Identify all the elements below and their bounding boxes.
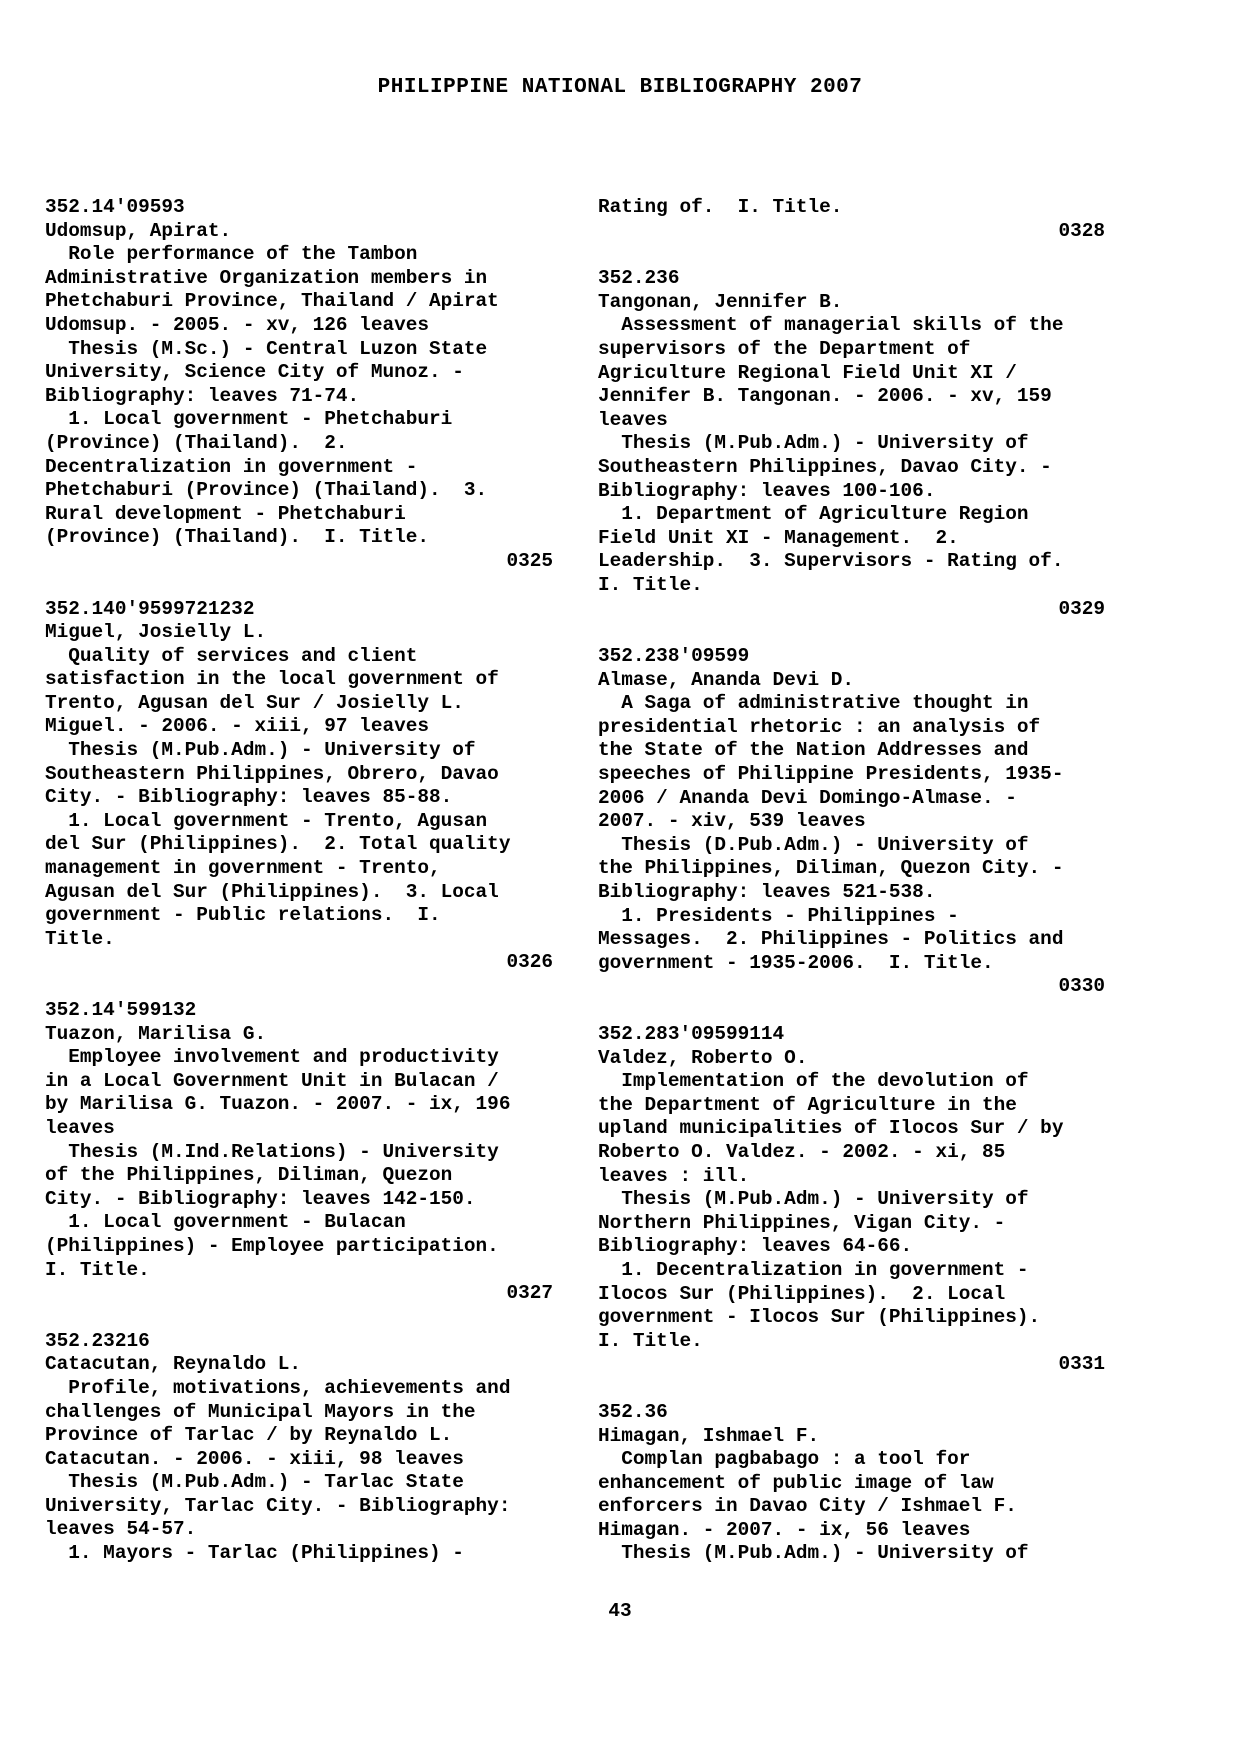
bibliography-entry [598, 1401, 1105, 1566]
entry-line: (Province) (Thailand). 2. [45, 431, 348, 454]
entry-line: 1. Local government - Bulacan [45, 1211, 406, 1234]
entry-line: Southeastern Philippines, Obrero, Davao [45, 762, 499, 785]
entry-line: Leadership. 3. Supervisors - Rating of. [598, 550, 1064, 573]
entry-line: 2007. - xiv, 539 leaves [598, 810, 866, 833]
entry-line: the State of the Nation Addresses and [598, 739, 1029, 762]
entry-line: Thesis (M.Pub.Adm.) - Tarlac State [45, 1471, 464, 1494]
entry-line: in a Local Government Unit in Bulacan / [45, 1069, 499, 1092]
entry-line: 352.140'9599721232 [45, 597, 255, 620]
entry-line: Agusan del Sur (Philippines). 3. Local [45, 880, 499, 903]
entry-line: Thesis (D.Pub.Adm.) - University of [598, 833, 1029, 856]
entry-line: Thesis (M.Pub.Adm.) - University of [45, 739, 476, 762]
entry-line: Tangonan, Jennifer B. [598, 290, 843, 313]
entry-line: 1. Decentralization in government - [598, 1258, 1029, 1281]
entry-line: Thesis (M.Pub.Adm.) - University of [598, 432, 1029, 455]
bibliography-entry [598, 1023, 1105, 1377]
entry-line: Thesis (M.Pub.Adm.) - University of [598, 1542, 1029, 1565]
entry-line: leaves 54-57. [45, 1518, 197, 1541]
entry-line: management in government - Trento, [45, 857, 441, 880]
entry-line: 1. Mayors - Tarlac (Philippines) - [45, 1542, 464, 1565]
entry-line: Roberto O. Valdez. - 2002. - xi, 85 [598, 1140, 1006, 1163]
bibliography-entry [45, 1330, 553, 1566]
entry-number: 0329 [1058, 597, 1105, 620]
entry-line: Southeastern Philippines, Davao City. - [598, 455, 1052, 478]
entry-line: enhancement of public image of law [598, 1471, 994, 1494]
bibliography-entry [598, 267, 1105, 621]
entry-line: 352.236 [598, 267, 680, 290]
entry-line: Complan pagbabago : a tool for [598, 1448, 971, 1471]
entry-line: the Philippines, Diliman, Quezon City. - [598, 857, 1064, 880]
entry-number: 0330 [1058, 975, 1105, 998]
entry-line: 352.14'599132 [45, 999, 197, 1021]
entry-line: enforcers in Davao City / Ishmael F. [598, 1495, 1017, 1518]
entry-line: City. - Bibliography: leaves 85-88. [45, 786, 453, 809]
bibliography-entry [598, 196, 1105, 243]
entry-line: Jennifer B. Tangonan. - 2006. - xv, 159 [598, 385, 1052, 408]
entry-line: Agriculture Regional Field Unit XI / [598, 361, 1017, 384]
entry-line: Thesis (M.Pub.Adm.) - University of [598, 1188, 1029, 1211]
entry-line: City. - Bibliography: leaves 142-150. [45, 1187, 476, 1210]
entry-line: 1. Local government - Trento, Agusan [45, 809, 488, 832]
entry-line: by Marilisa G. Tuazon. - 2007. - ix, 196 [45, 1093, 511, 1116]
entry-line: Thesis (M.Sc.) - Central Luzon State [45, 337, 488, 360]
bibliography-entry [598, 645, 1105, 999]
entry-line: 352.36 [598, 1400, 668, 1423]
entry-line: Rural development - Phetchaburi [45, 502, 406, 525]
entry-line: Thesis (M.Ind.Relations) - University [45, 1140, 499, 1163]
entry-number: 0328 [1058, 219, 1105, 242]
entry-line: Quality of services and client [45, 644, 418, 667]
entry-line: Catacutan, Reynaldo L. [45, 1353, 301, 1376]
entry-line: Bibliography: leaves 71-74. [45, 384, 360, 407]
entry-line: Bibliography: leaves 100-106. [598, 479, 936, 502]
entry-line: 1. Local government - Phetchaburi [45, 408, 453, 431]
entry-line: Phetchaburi (Province) (Thailand). 3. [45, 479, 488, 502]
entry-line: Implementation of the devolution of [598, 1070, 1029, 1093]
bibliography-entry [45, 598, 553, 976]
entry-line: Tuazon, Marilisa G. [45, 1022, 267, 1045]
entry-line: Northern Philippines, Vigan City. - [598, 1211, 1006, 1234]
entry-number: 0331 [1058, 1353, 1105, 1376]
entry-line: Catacutan. - 2006. - xiii, 98 leaves [45, 1447, 464, 1470]
left-column [45, 196, 553, 1590]
entry-line: Assessment of managerial skills of the [598, 314, 1064, 337]
entry-line: I. Title. [45, 1258, 150, 1281]
entry-line: Province of Tarlac / by Reynaldo L. [45, 1424, 453, 1447]
entry-line: leaves [45, 1116, 115, 1139]
entry-line: Udomsup, Apirat. [45, 219, 232, 242]
page-title: PHILIPPINE NATIONAL BIBLIOGRAPHY 2007 [377, 76, 863, 99]
bibliography-entry [45, 999, 553, 1306]
right-column [598, 196, 1105, 1590]
entry-line: of the Philippines, Diliman, Quezon [45, 1164, 453, 1187]
entry-line: (Philippines) - Employee participation. [45, 1234, 499, 1257]
entry-line: government - 1935-2006. I. Title. [598, 951, 994, 974]
entry-line: del Sur (Philippines). 2. Total quality [45, 833, 511, 856]
entry-number: 0325 [506, 549, 553, 572]
entry-line: Miguel, Josielly L. [45, 621, 267, 644]
entry-line: supervisors of the Department of [598, 337, 971, 360]
entry-line: Almase, Ananda Devi D. [598, 668, 854, 691]
entry-line: leaves : ill. [598, 1164, 750, 1187]
entry-line: 352.238'09599 [598, 645, 750, 668]
entry-line: presidential rhetoric : an analysis of [598, 715, 1041, 738]
entry-line: 1. Presidents - Philippines - [598, 904, 959, 927]
entry-line: (Province) (Thailand). I. Title. [45, 526, 429, 549]
entry-line: Administrative Organization members in [45, 266, 488, 289]
entry-line: Valdez, Roberto O. [598, 1046, 808, 1069]
entry-line: 352.23216 [45, 1329, 150, 1352]
entry-number: 0326 [506, 951, 553, 974]
entry-line: Profile, motivations, achievements and [45, 1376, 511, 1399]
entry-line: upland municipalities of Ilocos Sur / by [598, 1117, 1064, 1140]
entry-number: 0327 [506, 1282, 553, 1305]
entry-line: the Department of Agriculture in the [598, 1093, 1017, 1116]
entry-line: Himagan, Ishmael F. [598, 1424, 820, 1447]
entry-line: leaves [598, 408, 668, 431]
entry-line: government - Public relations. I. [45, 904, 441, 927]
entry-line: I. Title. [598, 573, 703, 596]
entry-line: Phetchaburi Province, Thailand / Apirat [45, 290, 499, 313]
entry-line: A Saga of administrative thought in [598, 692, 1029, 715]
entry-line: Title. [45, 927, 115, 950]
page-number: 43 [608, 1600, 632, 1622]
entry-line: Decentralization in government - [45, 455, 418, 478]
bibliography-entry [45, 196, 553, 574]
entry-line: Messages. 2. Philippines - Politics and [598, 928, 1064, 951]
entry-line: Udomsup. - 2005. - xv, 126 leaves [45, 313, 429, 336]
entry-line: 352.283'09599114 [598, 1023, 785, 1045]
entry-line: 1. Department of Agriculture Region [598, 503, 1029, 526]
entry-line: Miguel. - 2006. - xiii, 97 leaves [45, 715, 429, 738]
entry-line: government - Ilocos Sur (Philippines). [598, 1306, 1041, 1329]
entry-line: challenges of Municipal Mayors in the [45, 1400, 476, 1423]
entry-line: University, Science City of Munoz. - [45, 361, 464, 384]
entry-line: Employee involvement and productivity [45, 1046, 499, 1069]
entry-line: University, Tarlac City. - Bibliography: [45, 1494, 511, 1517]
entry-line: I. Title. [598, 1329, 703, 1352]
entry-line: 352.14'09593 [45, 196, 185, 218]
entry-line: Bibliography: leaves 64-66. [598, 1235, 913, 1258]
entry-line: Role performance of the Tambon [45, 243, 418, 266]
entry-line: Bibliography: leaves 521-538. [598, 881, 936, 904]
entry-line: speeches of Philippine Presidents, 1935- [598, 763, 1064, 786]
entry-line: Himagan. - 2007. - ix, 56 leaves [598, 1518, 971, 1541]
entry-line: Rating of. I. Title. [598, 196, 843, 218]
entry-line: 2006 / Ananda Devi Domingo-Almase. - [598, 786, 1017, 809]
entry-line: satisfaction in the local government of [45, 668, 499, 691]
entry-line: Ilocos Sur (Philippines). 2. Local [598, 1282, 1006, 1305]
entry-line: Trento, Agusan del Sur / Josielly L. [45, 691, 464, 714]
entry-line: Field Unit XI - Management. 2. [598, 526, 959, 549]
